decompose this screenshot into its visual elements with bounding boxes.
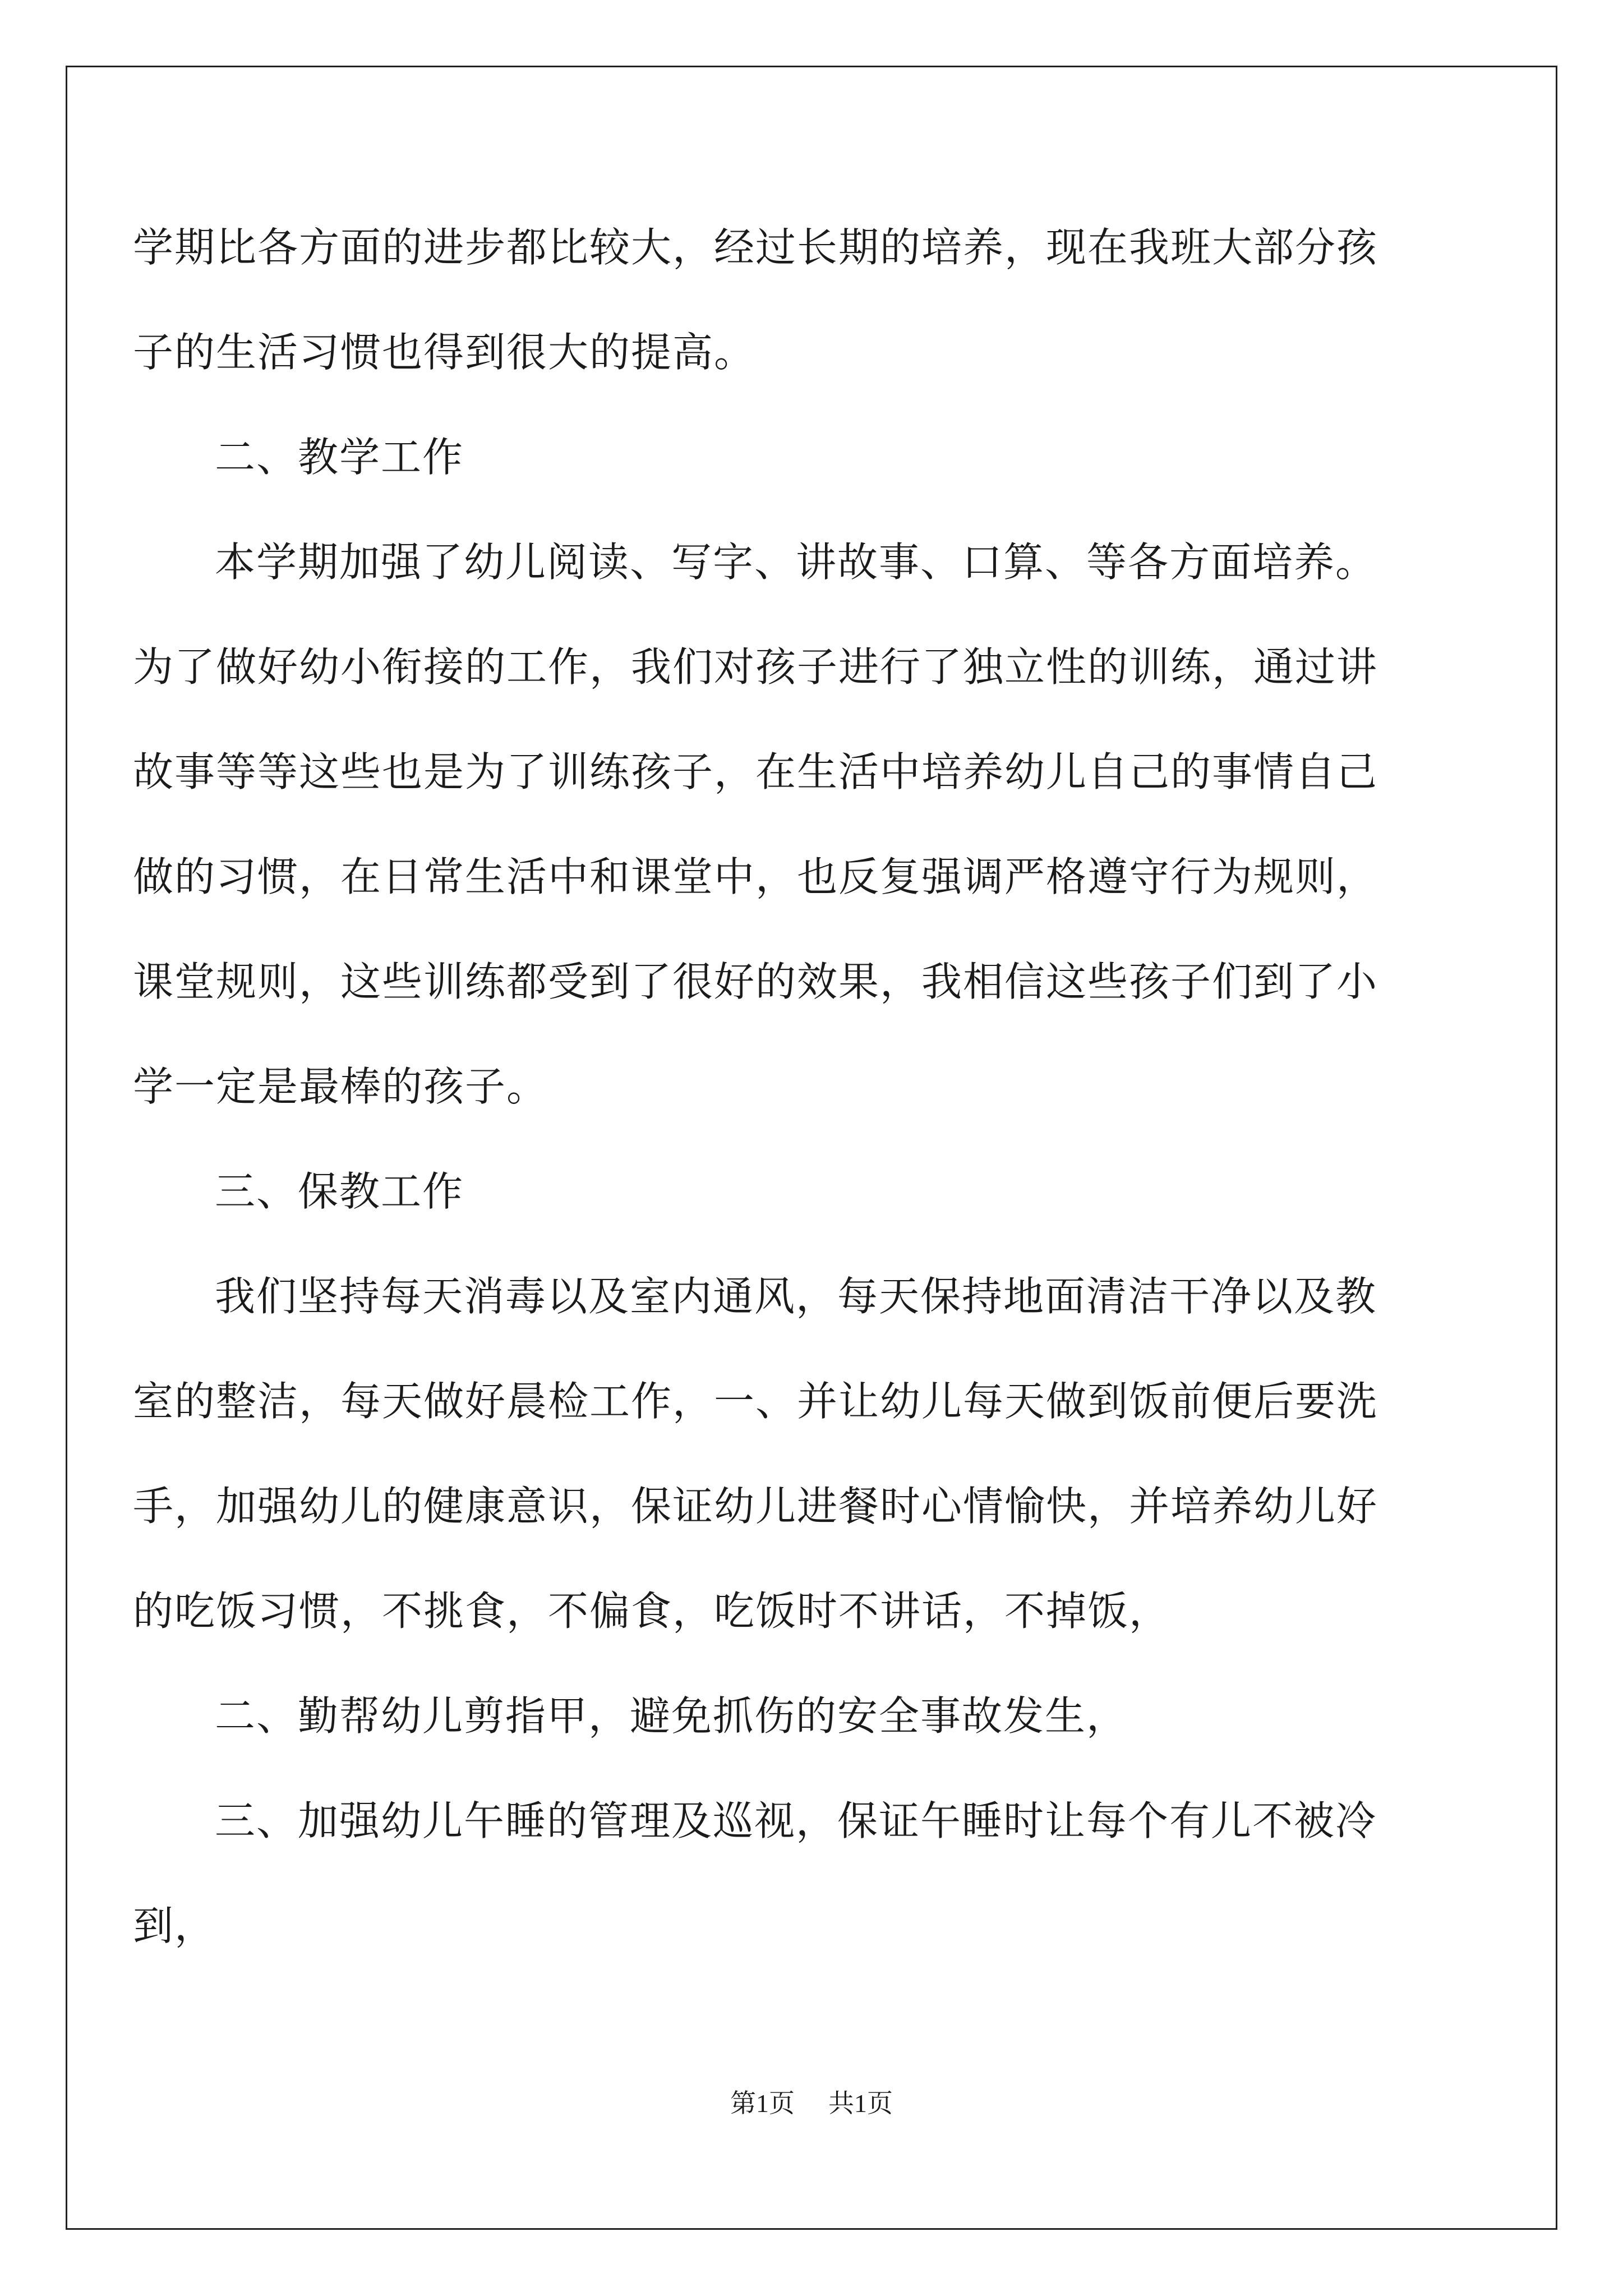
text-line: 学一定是最棒的孩子。 <box>133 1063 548 1110</box>
page-number-current: 第1页 <box>730 2089 795 2118</box>
document-body <box>133 214 1462 1997</box>
text-line: 我们坚持每天消毒以及室内通风，每天保持地面清洁干净以及教 <box>215 1273 1377 1320</box>
text-line: 本学期加强了幼儿阅读、写字、讲故事、口算、等各方面培养。 <box>215 539 1377 586</box>
page-footer <box>0 2087 1623 2120</box>
section-heading: 二、教学工作 <box>215 434 464 481</box>
page-number-total: 共1页 <box>828 2089 893 2118</box>
text-line: 手，加强幼儿的健康意识，保证幼儿进餐时心情愉快，并培养幼儿好 <box>133 1483 1378 1530</box>
text-line: 的吃饭习惯，不挑食，不偏食，吃饭时不讲话，不掉饭， <box>133 1588 1171 1635</box>
text-line: 学期比各方面的进步都比较大，经过长期的培养，现在我班大部分孩 <box>133 224 1378 271</box>
text-line: 二、勤帮幼儿剪指甲，避免抓伤的安全事故发生， <box>215 1692 1128 1740</box>
text-line: 三、加强幼儿午睡的管理及巡视，保证午睡时让每个有儿不被冷 <box>215 1797 1377 1844</box>
text-line: 子的生活习惯也得到很大的提高。 <box>133 329 756 376</box>
section-heading: 三、保教工作 <box>215 1168 464 1215</box>
text-line: 到， <box>133 1902 216 1949</box>
text-line: 做的习惯，在日常生活中和课堂中，也反复强调严格遵守行为规则， <box>133 853 1378 900</box>
text-line: 室的整洁，每天做好晨检工作，一、并让幼儿每天做到饭前便后要洗 <box>133 1378 1378 1425</box>
text-line: 课堂规则，这些训练都受到了很好的效果，我相信这些孩子们到了小 <box>133 958 1378 1005</box>
text-line: 为了做好幼小衔接的工作，我们对孩子进行了独立性的训练，通过讲 <box>133 643 1378 691</box>
text-line: 故事等等这些也是为了训练孩子，在生活中培养幼儿自己的事情自己 <box>133 748 1378 795</box>
